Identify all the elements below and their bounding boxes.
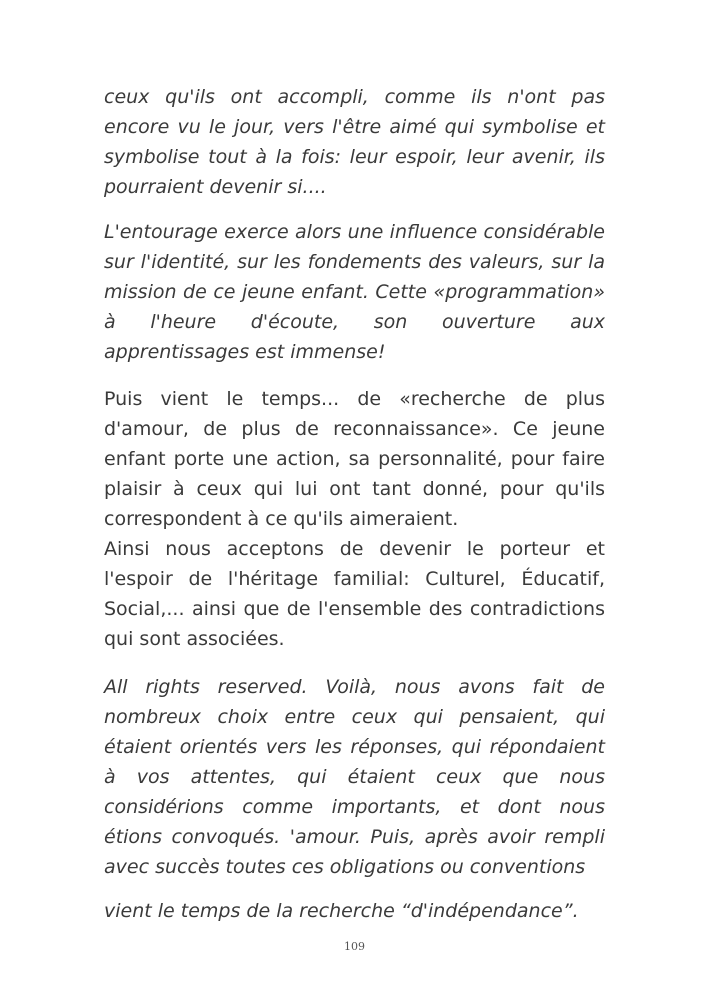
paragraph-6: vient le temps de la recherche “d'indépendance”. — [104, 900, 579, 922]
paragraph-4: Ainsi nous acceptons de devenir le porteur et l'espoir de l'héritage familial: Culturel, Éducatif, Social,... ainsi que de l'ensemble des contradictions qui sont associées. — [104, 538, 605, 650]
paragraph-3: Puis vient le temps... de «recherche de plus d'amour, de plus de reconnaissance». Ce jeune enfant porte une action, sa personnalité, pour faire plaisir à ceux qui lui ont tant donné, pour qu'ils correspondent à ce qu'ils aimeraient. — [104, 388, 605, 530]
page-number: 109 — [344, 940, 365, 953]
paragraph-2: L'entourage exerce alors une influence considérable sur l'identité, sur les fondements des valeurs, sur la mission de ce jeune enfant. Cette «programmation» à l'heure d'écoute, son ouverture aux apprentissages est immense! — [104, 221, 605, 363]
paragraph-5: All rights reserved. Voilà, nous avons fait de nombreux choix entre ceux qui pensaient, qui étaient orientés vers les réponses, qui répondaient à vos attentes, qui étaient ceux que nous considérions comme importants, et dont nous étions convoqués. 'amour. Puis, après avoir rempli avec succès toutes ces obligations ou conventions — [104, 676, 605, 878]
paragraph-1: ceux qu'ils ont accompli, comme ils n'ont pas encore vu le jour, vers l'être aimé qui symbolise et symbolise tout à la fois: leur espoir, leur avenir, ils pourraient devenir si.... — [104, 86, 605, 198]
